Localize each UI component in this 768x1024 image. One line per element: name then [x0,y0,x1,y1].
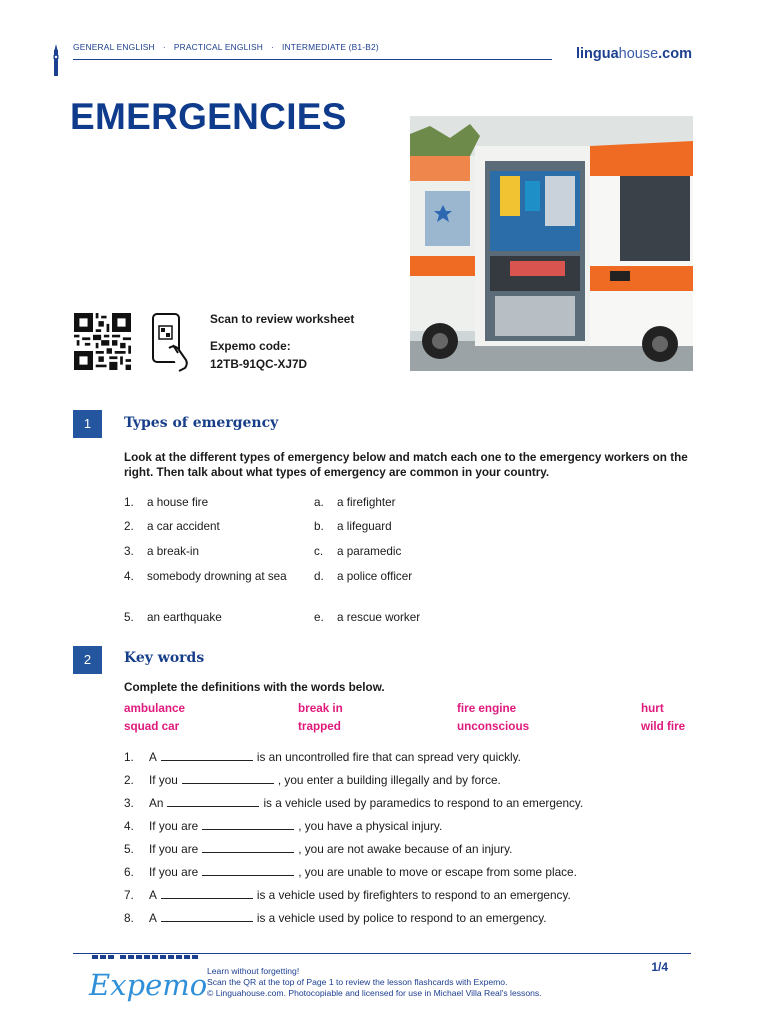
list-item: 5. If you are , you are not awake because of an injury. [124,842,513,856]
svg-text:Expemo: Expemo [89,968,208,1002]
expemo-code-label: Expemo code: [210,339,291,353]
word-ambulance: ambulance [124,702,186,715]
list-item: 1. a house fire a. a firefighter [124,496,396,509]
answer-blank[interactable] [161,913,253,922]
word-break-in: break in [298,702,343,715]
page-number: 1/4 [651,960,668,974]
list-item: 5. an earthquake e. a rescue worker [124,611,421,624]
word-squad-car: squad car [124,720,180,733]
list-item: 2. a car accident b. a lifeguard [124,520,392,533]
answer-blank[interactable] [202,821,294,830]
linguahouse-logo[interactable]: linguahouse.com [575,46,692,62]
breadcrumb: GENERAL ENGLISH · PRACTICAL ENGLISH · INTERMEDIATE (B1-B2) [73,42,379,52]
list-item: 3. a break-in c. a paramedic [124,545,402,558]
answer-blank[interactable] [202,844,294,853]
list-item: 8. A is a vehicle used by police to respond to an emergency. [124,911,547,925]
cut-off-text-fragment [92,955,202,960]
list-item: 3. An is a vehicle used by paramedics to respond to an emergency. [124,796,584,810]
word-trapped: trapped [298,720,341,733]
footer-text: Learn without forgetting! Scan the QR at the top of Page 1 to review the lesson flashcards with Expemo. © Linguahouse.com. Photocopiable and licensed for use in Michael Villa Real's lessons. [207,966,542,998]
qr-code-icon[interactable] [73,313,132,370]
answer-blank[interactable] [161,752,253,761]
header-bar [52,40,692,64]
header-divider [73,59,552,60]
section-title-types: Types of emergency [124,415,279,431]
list-item: 4. If you are , you have a physical injury. [124,819,443,833]
list-item: 4. somebody drowning at sea d. a police officer [124,570,413,583]
big-ben-icon [52,44,60,76]
section-number-1: 1 [73,410,102,438]
ambulance-photo [410,116,693,371]
page-title: EMERGENCIES [70,96,347,137]
word-wild-fire: wild fire [641,720,686,733]
list-item: 1. A is an uncontrolled fire that can spread very quickly. [124,750,521,764]
answer-blank[interactable] [182,775,274,784]
footer-divider [73,953,691,954]
breadcrumb-level[interactable]: GENERAL ENGLISH [73,42,155,52]
section1-instructions: Look at the different types of emergency below and match each one to the emergency workers on the right. Then talk about what types of emergency are common in your country. [124,451,688,479]
section-number-2: 2 [73,646,102,674]
breadcrumb-grade[interactable]: INTERMEDIATE (B1-B2) [282,42,379,52]
phone-scan-icon [151,313,191,372]
expemo-code: 12TB-91QC-XJ7D [210,357,308,371]
expemo-logo[interactable] [89,963,208,1005]
list-item: 2. If you , you enter a building illegally and by force. [124,773,501,787]
section-title-keywords: Key words [124,650,205,666]
answer-blank[interactable] [202,867,294,876]
list-item: 6. If you are , you are unable to move or escape from some place. [124,865,577,879]
list-item: 7. A is a vehicle used by firefighters to respond to an emergency. [124,888,571,902]
answer-blank[interactable] [161,890,253,899]
answer-blank[interactable] [167,798,259,807]
scan-label: Scan to review worksheet [210,312,355,326]
word-unconscious: unconscious [457,720,530,733]
matching-list [124,494,694,633]
word-hurt: hurt [641,702,664,715]
word-fire-engine: fire engine [457,702,517,715]
breadcrumb-course[interactable]: PRACTICAL ENGLISH [173,42,263,52]
section2-instructions: Complete the definitions with the words below. [124,681,385,694]
